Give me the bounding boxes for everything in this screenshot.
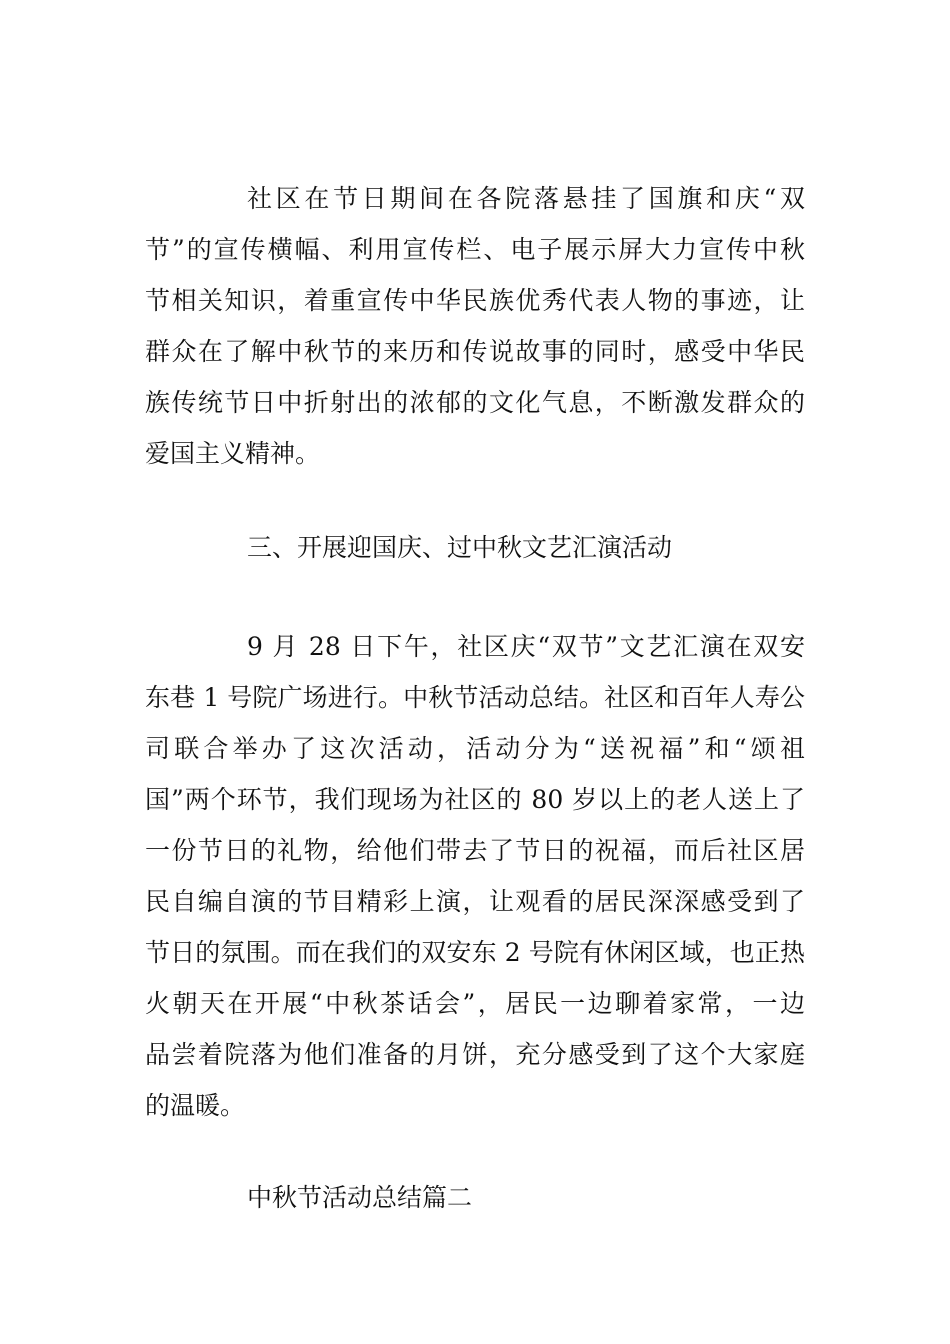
paragraph-line: 一份节日的礼物，给他们带去了节日的祝福，而后社区居 xyxy=(145,836,805,865)
next-article-heading-text: 中秋节活动总结篇二 xyxy=(247,1183,473,1212)
paragraph-line: 社区在节日期间在各院落悬挂了国旗和庆“双 xyxy=(247,184,805,213)
paragraph-community-decoration xyxy=(145,173,805,479)
paragraph-line: 群众在了解中秋节的来历和传说故事的同时，感受中华民 xyxy=(145,337,805,366)
paragraph-line: 节日的氛围。而在我们的双安东 2 号院有休闲区域，也正热 xyxy=(145,938,805,967)
paragraph-line: 爱国主义精神。 xyxy=(145,439,321,468)
paragraph-line: 东巷 1 号院广场进行。中秋节活动总结。社区和百年人寿公 xyxy=(145,683,805,712)
section-heading-text: 三、开展迎国庆、过中秋文艺汇演活动 xyxy=(247,533,673,562)
paragraph-gala-event xyxy=(145,621,805,1131)
paragraph-line: 火朝天在开展“中秋茶话会”，居民一边聊着家常，一边 xyxy=(145,989,805,1018)
paragraph-line: 节相关知识，着重宣传中华民族优秀代表人物的事迹，让 xyxy=(145,286,805,315)
paragraph-line: 的温暖。 xyxy=(145,1091,246,1120)
paragraph-line: 国”两个环节，我们现场为社区的 80 岁以上的老人送上了 xyxy=(145,785,805,814)
paragraph-line: 族传统节日中折射出的浓郁的文化气息，不断激发群众的 xyxy=(145,388,805,417)
paragraph-line: 9 月 28 日下午，社区庆“双节”文艺汇演在双安 xyxy=(247,632,805,661)
section-heading-3 xyxy=(145,522,805,573)
paragraph-line: 司联合举办了这次活动，活动分为“送祝福”和“颂祖 xyxy=(145,734,805,763)
next-article-heading xyxy=(145,1172,805,1223)
paragraph-line: 节”的宣传横幅、利用宣传栏、电子展示屏大力宣传中秋 xyxy=(145,235,805,264)
paragraph-line: 民自编自演的节目精彩上演，让观看的居民深深感受到了 xyxy=(145,887,805,916)
paragraph-line: 品尝着院落为他们准备的月饼，充分感受到了这个大家庭 xyxy=(145,1040,805,1069)
